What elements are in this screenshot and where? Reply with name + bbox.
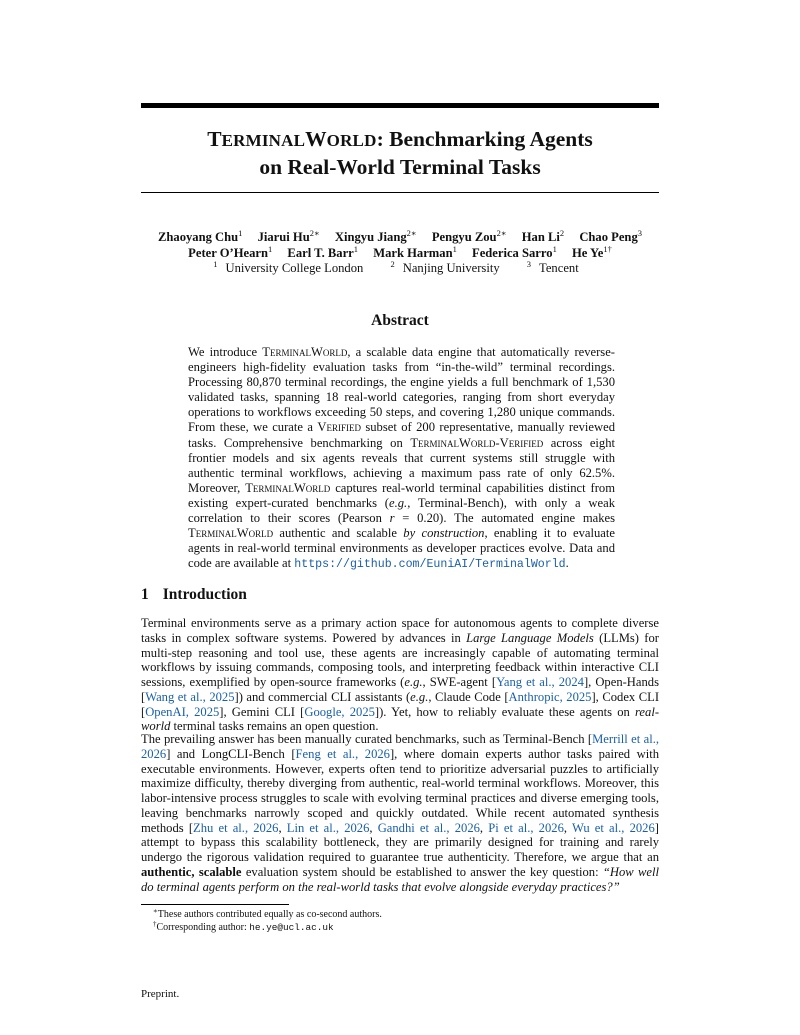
citation-link[interactable]: Feng et al., 2026 bbox=[295, 746, 390, 761]
author-name: Earl T. Barr$^1$ bbox=[287, 243, 359, 260]
section-heading-introduction: 1 Introduction bbox=[141, 586, 247, 603]
citation-link[interactable]: Wu et al., 2026 bbox=[571, 820, 655, 835]
github-link[interactable]: https://github.com/EuniAI/TerminalWorld bbox=[294, 558, 566, 572]
footnote-2: †Corresponding author: he.ye@ucl.ac.uk bbox=[153, 920, 334, 933]
citation-link[interactable]: Merrill et al., 2026 bbox=[141, 732, 659, 761]
footnote-rule bbox=[141, 904, 289, 905]
author-name: Chao Peng$^3$ bbox=[579, 228, 642, 244]
abstract-heading: Abstract bbox=[371, 312, 429, 329]
title-bottom-rule bbox=[141, 192, 659, 193]
citation-link[interactable]: Pi et al., 2026 bbox=[488, 820, 564, 835]
citation-link[interactable]: Gandhi et al., 2026 bbox=[377, 820, 480, 835]
author-name: Peter O’Hearn$^1$ bbox=[188, 243, 273, 260]
abstract-text: We introduce TerminalWorld, a scalable data engine that automatically reverse-engineers high-fidelity evaluation tasks from “in-the-wild” terminal recordings. Processing 80,870 terminal recordings, the engine yields a full benchmark of 1,530 validated tasks, spanning 18 real-world categories, ranging from short everyday operations to workflows exceeding 50 steps, and covering 1,280 unique commands. From these, we curate a Verified subset of 200 representative, manually reviewed tasks. Comprehensive benchmarking on TerminalWorld-Verified across eight frontier models and six agents reveals that current systems still struggle with authentic terminal workflows, achieving a maximum pass rate of only 62.5%. Moreover, TerminalWorld captures real-world terminal capabilities distinct from existing expert-curated benchmarks (e.g., Terminal-Bench), with only a weak correlation to their scores (Pearson r = 0.20). The automated engine makes TerminalWorld authentic and scalable by construction, enabling it to evaluate agents in real-world terminal environments as developer practices evolve. Data and code are available at https://github.com/EuniAI/TerminalWorld. bbox=[188, 345, 616, 572]
intro-paragraph-2: The prevailing answer has been manually curated benchmarks, such as Terminal-Bench [Merrill et al., 2026] and LongCLI-Bench [Feng et al., 2026], where domain experts author tasks paired with executable environments. However, experts often tend to prioritize adversarial puzzles to artificially maximize difficulty, thereby diverging from authentic, real-world terminal workflows. Moreover, this labor-intensive process struggles to scale with evolving terminal practices and diverse emerging tools, leaving benchmarks narrowly scoped and quickly outdated. While recent automated synthesis methods [Zhu et al., 2026, Lin et al., 2026, Gandhi et al., 2026, Pi et al., 2026, Wu et al., 2026] attempt to bypass this scalability bottleneck, they are primarily designed for training and rarely undergo the rigorous validation required to guarantee true authenticity. Therefore, we argue that an authentic, scalable evaluation system should be established to answer the key question: “How well do terminal agents perform on the real-world tasks that evolve alongside everyday practices?” bbox=[141, 732, 660, 894]
author-name: Han Li$^2$ bbox=[521, 228, 565, 244]
footnote-1: ∗These authors contributed equally as co-second authors. bbox=[153, 907, 382, 920]
affiliation: $^1$ University College London bbox=[213, 259, 364, 275]
citation-link[interactable]: Lin et al., 2026 bbox=[286, 820, 370, 835]
citation-link[interactable]: Google, 2025 bbox=[304, 704, 375, 719]
intro-paragraph-1: Terminal environments serve as a primary action space for autonomous agents to complete diverse tasks in complex software systems. Powered by advances in Large Language Models (LLMs) for multi-step reasoning and tool use, these agents are increasingly capable of automating terminal workflows by issuing commands, composing tools, and interpreting feedback within interactive CLI sessions, exemplified by open-source frameworks (e.g., SWE-agent [Yang et al., 2024], Open-Hands [Wang et al., 2025]) and commercial CLI assistants (e.g., Claude Code [Anthropic, 2025], Codex CLI [OpenAI, 2025], Gemini CLI [Google, 2025]). Yet, how to reliably evaluate these agents on real-world terminal tasks remains an open question. bbox=[141, 616, 660, 734]
author-block bbox=[120, 230, 680, 277]
citation-link[interactable]: Anthropic, 2025 bbox=[508, 689, 592, 704]
corresponding-email[interactable]: he.ye@ucl.ac.uk bbox=[249, 922, 334, 933]
affiliations bbox=[120, 261, 680, 277]
paper-title-line2: on Real-World Terminal Tasks bbox=[259, 155, 541, 179]
citation-link[interactable]: Yang et al., 2024 bbox=[496, 675, 584, 689]
author-name: Jiarui $Hu^{2∗}$ bbox=[257, 228, 320, 244]
footnotes bbox=[141, 908, 659, 934]
author-name: Mark Harman$^1$ bbox=[373, 243, 457, 260]
citation-link[interactable]: Wang et al., 2025 bbox=[145, 689, 235, 704]
author-name: Zhaoyang Chu$^1$ bbox=[158, 228, 243, 244]
paper-title: TERMINALWORLD: Benchmarking Agents on Real-World Terminal Tasks bbox=[207, 127, 593, 179]
title-top-rule bbox=[141, 103, 659, 108]
affiliation: $^2$ Nanjing University bbox=[390, 259, 500, 275]
author-name: Federica Sarro$^1$ bbox=[472, 243, 557, 260]
author-name: Pengyu Zou$^{2∗}$ bbox=[431, 228, 507, 244]
citation-link[interactable]: Zhu et al., 2026 bbox=[193, 820, 279, 835]
preprint-label: Preprint. bbox=[141, 988, 180, 1000]
citation-link[interactable]: OpenAI, 2025 bbox=[145, 704, 220, 719]
affiliation: $^3$ Tencent bbox=[526, 259, 579, 275]
author-name: Xingyu Jiang$^{2∗}$ bbox=[334, 228, 417, 244]
author-name: He $Ye^{1\dagger}$ bbox=[571, 243, 612, 260]
